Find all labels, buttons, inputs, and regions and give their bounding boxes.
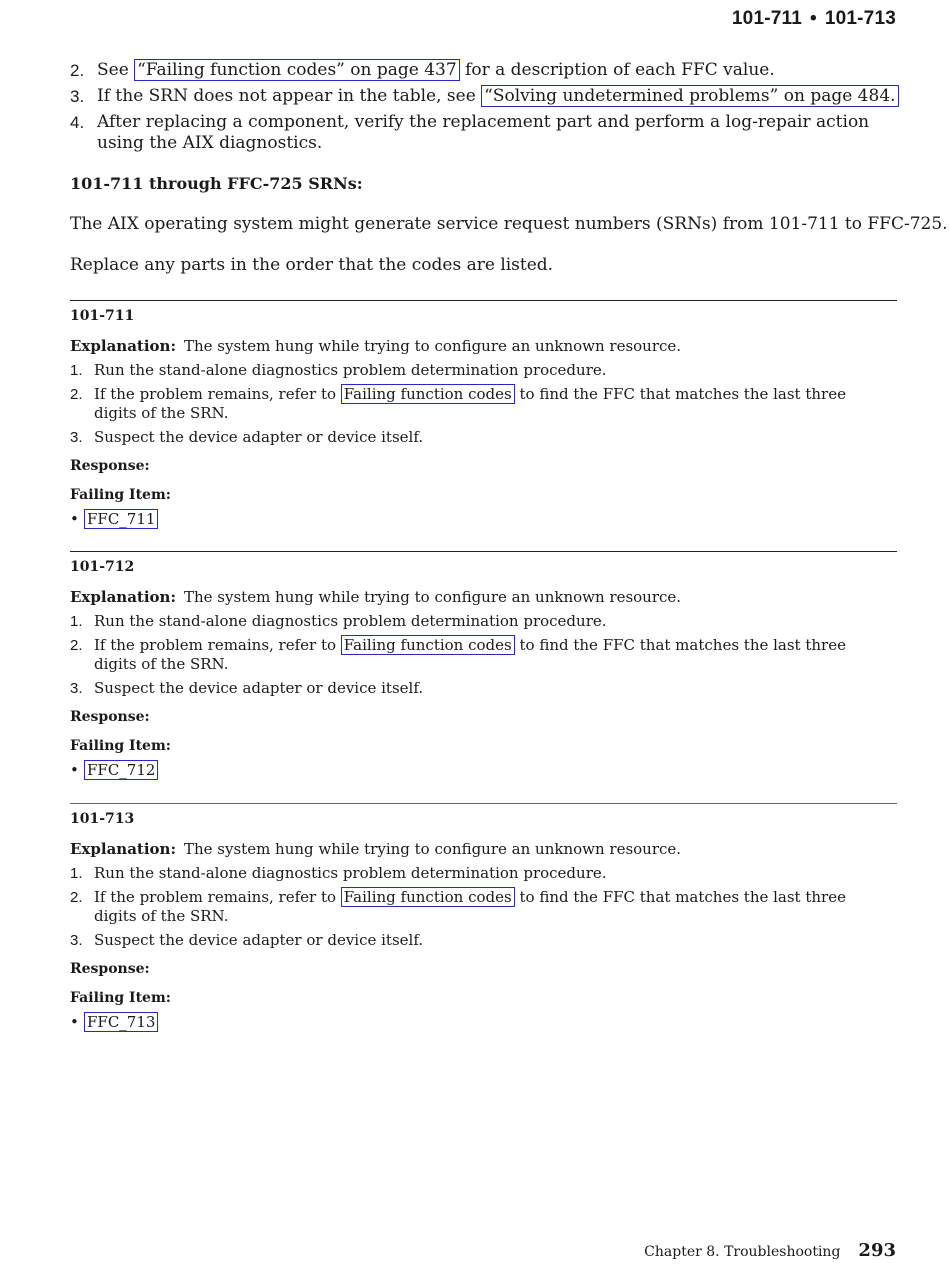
response-label: Response: xyxy=(70,961,150,977)
srn-code: 101-712 xyxy=(70,559,135,575)
step-number: 2. xyxy=(70,889,83,906)
intro-item xyxy=(70,86,900,107)
step-text: If the problem remains, refer to xyxy=(94,888,341,906)
explanation-label: Explanation: xyxy=(70,840,176,858)
intro-item xyxy=(70,112,900,154)
step-text: If the problem remains, refer to xyxy=(94,636,341,654)
page-number: 293 xyxy=(858,1240,896,1261)
step xyxy=(70,636,870,674)
solving-undetermined-problems-link[interactable]: “Solving undetermined problems” on page 484. xyxy=(481,85,898,107)
step-text: to find the FFC that matches the last three digits of the SRN. xyxy=(94,385,846,422)
ffc-712-link[interactable]: FFC_712 xyxy=(84,760,158,780)
order-paragraph: Replace any parts in the order that the codes are listed. xyxy=(70,255,554,275)
intro-paragraph: The AIX operating system might generate service request numbers (SRNs) from 101-711 to FFC-725. xyxy=(70,214,948,234)
item-number: 2. xyxy=(70,61,85,80)
steps-list xyxy=(70,612,870,703)
explanation-label: Explanation: xyxy=(70,588,176,606)
failing-function-codes-link[interactable]: “Failing function codes” on page 437 xyxy=(134,59,460,81)
failing-function-codes-link[interactable]: Failing function codes xyxy=(341,635,515,655)
srn-entry-101-711 xyxy=(70,300,897,541)
bullet-icon: • xyxy=(70,1013,79,1031)
failing-item-label: Failing Item: xyxy=(70,738,171,754)
step xyxy=(70,612,870,631)
step xyxy=(70,888,870,926)
explanation-label: Explanation: xyxy=(70,337,176,355)
failing-item-label: Failing Item: xyxy=(70,487,171,503)
section-heading: 101-711 through FFC-725 SRNs: xyxy=(70,174,363,193)
response-label: Response: xyxy=(70,458,150,474)
chapter-title: Chapter 8. Troubleshooting xyxy=(644,1244,841,1260)
running-head-end: 101-713 xyxy=(824,8,896,29)
bullet-icon: • xyxy=(70,761,79,779)
item-number: 3. xyxy=(70,87,85,106)
item-number: 4. xyxy=(70,113,85,132)
item-text: After replacing a component, verify the replacement part and perform a log-repair action using the AIX diagnostics. xyxy=(97,112,870,153)
step-text: Run the stand-alone diagnostics problem determination procedure. xyxy=(94,864,607,882)
step-text: Run the stand-alone diagnostics problem determination procedure. xyxy=(94,612,607,630)
srn-code: 101-713 xyxy=(70,811,135,827)
bullet-icon: • xyxy=(70,510,79,528)
failing-item xyxy=(70,510,158,528)
step-text: Suspect the device adapter or device itself. xyxy=(94,679,424,697)
explanation xyxy=(70,840,681,858)
step xyxy=(70,385,870,423)
intro-item xyxy=(70,60,900,81)
step-number: 1. xyxy=(70,865,83,882)
step-text: Run the stand-alone diagnostics problem determination procedure. xyxy=(94,361,607,379)
response-label: Response: xyxy=(70,709,150,725)
step-number: 3. xyxy=(70,680,83,697)
explanation-text: The system hung while trying to configure an unknown resource. xyxy=(183,588,682,606)
explanation xyxy=(70,337,681,355)
step xyxy=(70,361,870,380)
item-text: for a description of each FFC value. xyxy=(459,60,775,80)
step-number: 1. xyxy=(70,362,83,379)
page-footer xyxy=(644,1240,896,1261)
step-text: Suspect the device adapter or device itself. xyxy=(94,931,424,949)
step-number: 2. xyxy=(70,386,83,403)
item-text: See xyxy=(97,60,135,80)
step xyxy=(70,864,870,883)
ffc-711-link[interactable]: FFC_711 xyxy=(84,509,158,529)
failing-item xyxy=(70,761,158,779)
step-text: to find the FFC that matches the last three digits of the SRN. xyxy=(94,636,846,673)
step-number: 1. xyxy=(70,613,83,630)
step xyxy=(70,428,870,447)
item-text: If the SRN does not appear in the table, see xyxy=(97,86,482,106)
step-text: If the problem remains, refer to xyxy=(94,385,341,403)
srn-entry-101-713 xyxy=(70,803,897,1044)
step-number: 3. xyxy=(70,429,83,446)
step xyxy=(70,679,870,698)
running-head xyxy=(732,8,896,30)
explanation xyxy=(70,588,681,606)
step-number: 3. xyxy=(70,932,83,949)
steps-list xyxy=(70,864,870,955)
failing-function-codes-link[interactable]: Failing function codes xyxy=(341,887,515,907)
running-head-start: 101-711 xyxy=(731,8,802,29)
ffc-713-link[interactable]: FFC_713 xyxy=(84,1012,158,1032)
step xyxy=(70,931,870,950)
explanation-text: The system hung while trying to configure an unknown resource. xyxy=(183,840,682,858)
failing-function-codes-link[interactable]: Failing function codes xyxy=(341,384,515,404)
steps-list xyxy=(70,361,870,452)
step-number: 2. xyxy=(70,637,83,654)
explanation-text: The system hung while trying to configure an unknown resource. xyxy=(183,337,682,355)
step-text: to find the FFC that matches the last three digits of the SRN. xyxy=(94,888,846,925)
failing-item-label: Failing Item: xyxy=(70,990,171,1006)
failing-item xyxy=(70,1013,158,1031)
srn-code: 101-711 xyxy=(70,308,135,324)
step-text: Suspect the device adapter or device itself. xyxy=(94,428,424,446)
srn-entry-101-712 xyxy=(70,551,897,792)
running-head-separator: • xyxy=(810,8,817,29)
intro-list xyxy=(70,60,900,159)
